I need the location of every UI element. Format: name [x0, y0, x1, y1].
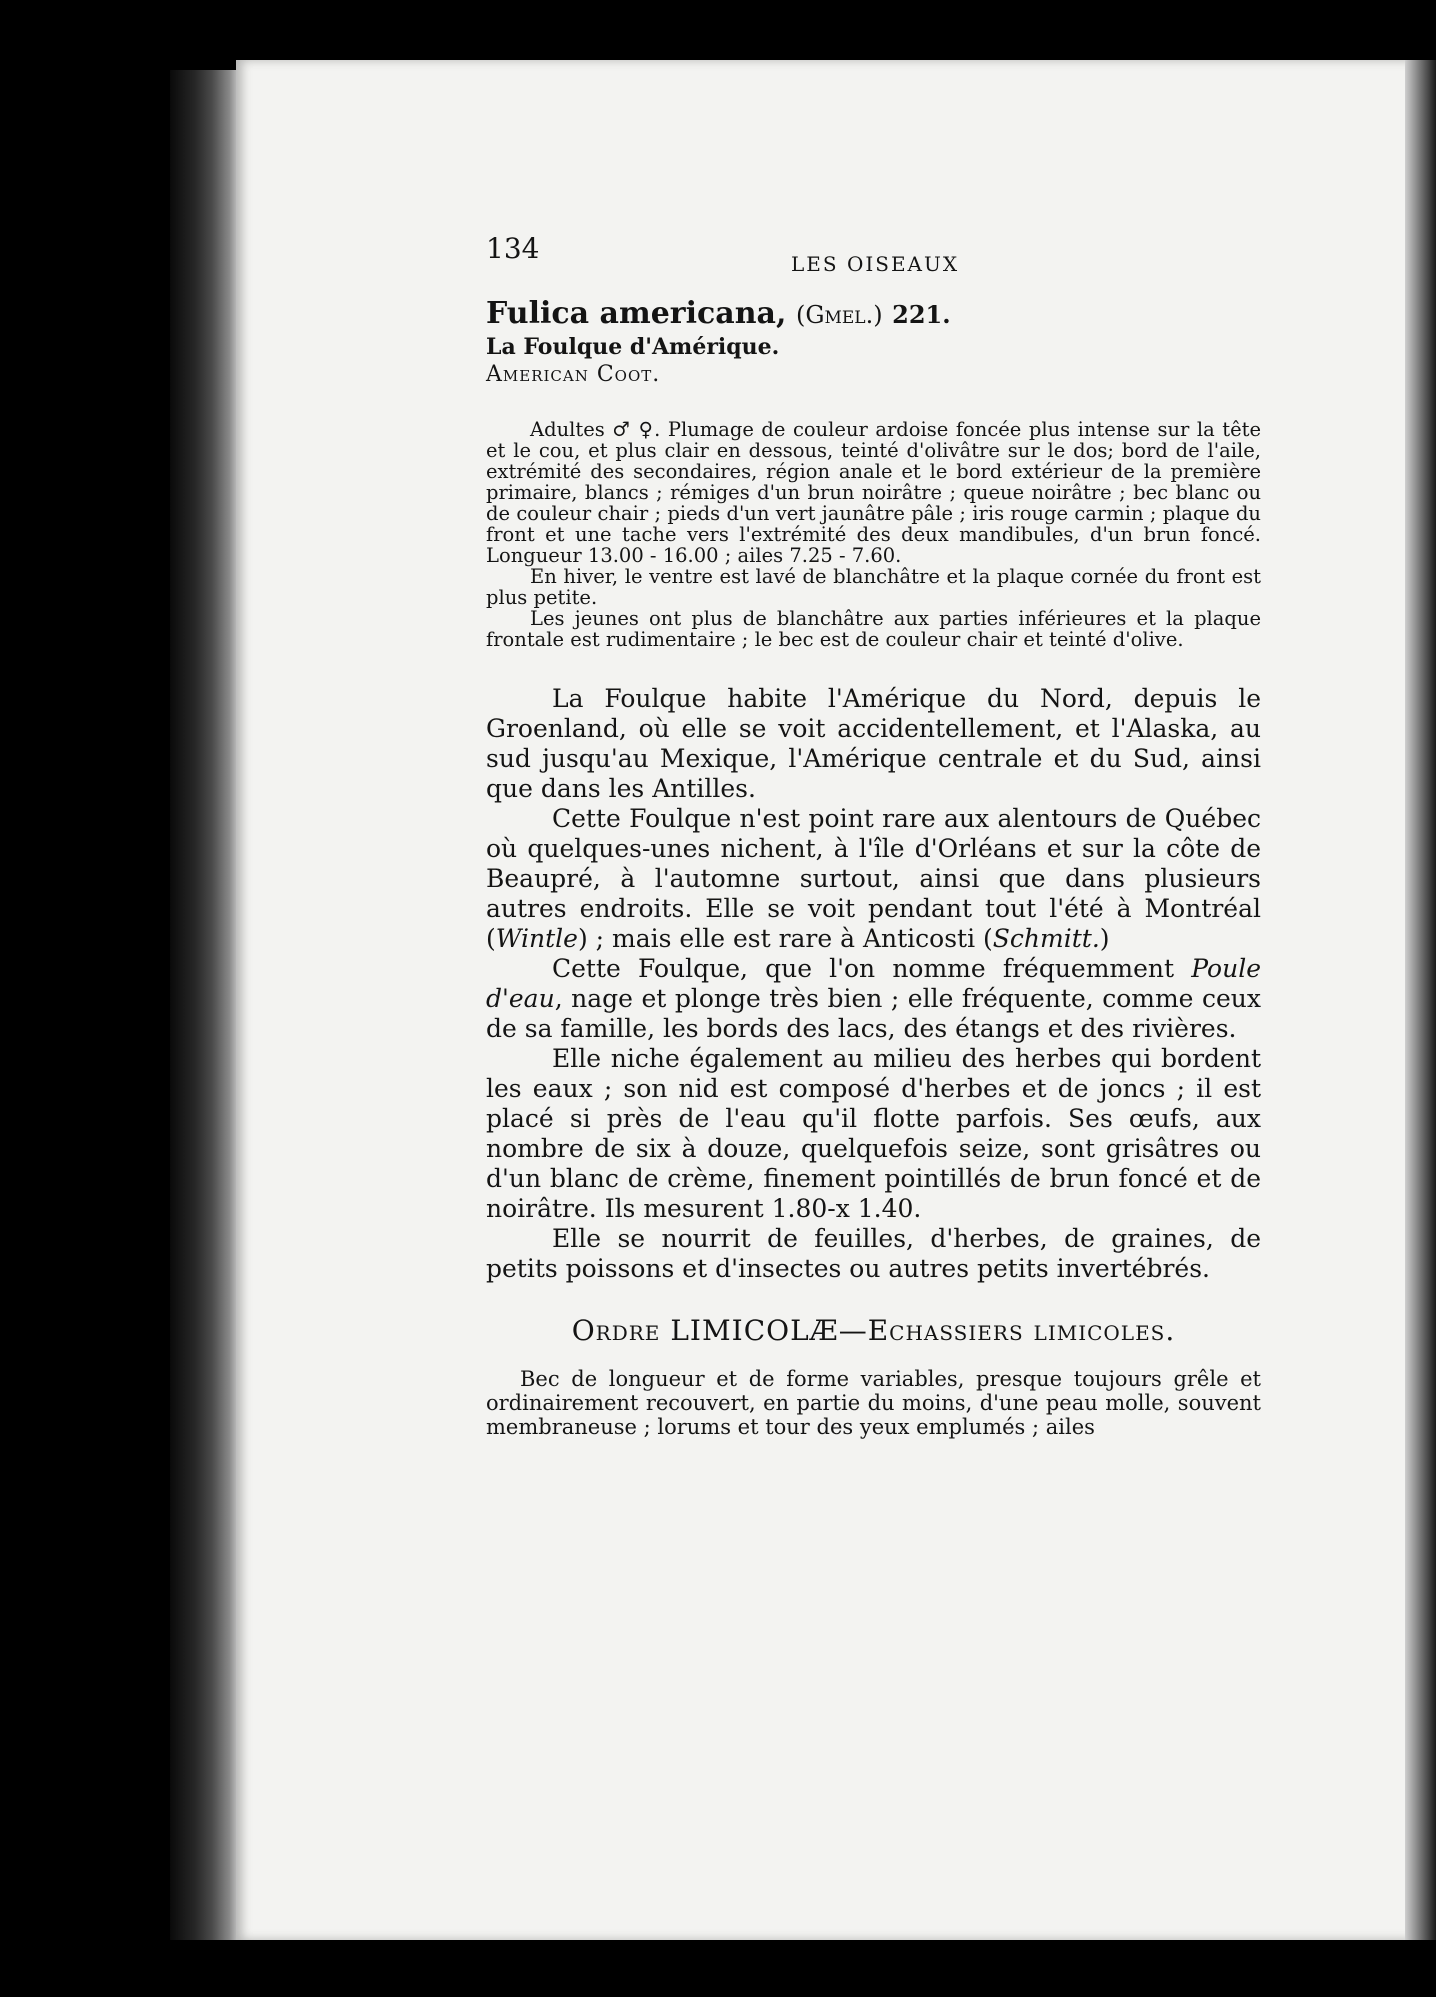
species-heading	[486, 296, 1261, 333]
description-young: Les jeunes ont plus de blanchâtre aux parties inférieures et la plaque frontale est rudimentaire ; le bec est de couleur chair et teinté d'olive.	[486, 607, 1261, 651]
species-french-name: La Foulque d'Amérique.	[486, 334, 780, 360]
description-adults: Adultes ♂ ♀. Plumage de couleur ardoise foncée plus intense sur la tête et le cou, et plus clair en dessous, teinté d'olivâtre sur le dos; bord de l'aile, extrémité des secondaires, région anale et le bord extérieur de la première primaire, blancs ; rémiges d'un brun noirâtre ; queue noirâtre ; bec blanc ou de couleur chair ; pieds d'un vert jaunâtre pâle ; iris rouge carmin ; plaque du front et une tache vers l'extrémité des deux mandibules, d'un brun foncé. Longueur 13.00 - 16.00 ; ailes 7.25 - 7.60.	[486, 418, 1261, 567]
order-label: Ordre	[571, 1314, 661, 1347]
species-number: 221.	[892, 300, 951, 329]
page-right-edge	[1405, 60, 1436, 1940]
order-heading	[486, 1314, 1261, 1347]
page-number: 134	[486, 232, 540, 265]
common-name-poule-deau: Poule d'eau	[486, 954, 1261, 1013]
habits-text-a: Cette Foulque, que l'on nomme fréquemment	[552, 954, 1192, 983]
species-author: (Gmel.)	[795, 301, 883, 329]
distribution-text-c: )	[1099, 924, 1110, 953]
distribution-text-a: Cette Foulque n'est point rare aux alentours de Québec où quelques-unes nichent, à l'île d'Orléans et sur la côte de Beaupré, à l'automne surtout, ainsi que dans plusieurs autres endroits. Elle se voit pendant tout l'été à Montréal (	[486, 804, 1261, 953]
running-head	[486, 232, 1261, 276]
order-name: LIMICOLÆ	[670, 1314, 839, 1347]
order-description-text: Bec de longueur et de forme variables, presque toujours grêle et ordinairement recouvert, en partie du moins, d'une peau molle, souvent membraneuse ; lorums et tour des yeux emplumés ; ailes	[486, 1367, 1261, 1439]
species-english-name: American Coot.	[486, 362, 661, 387]
page-content	[486, 232, 1261, 1439]
paragraph-distribution	[486, 804, 1261, 954]
citation-schmitt: Schmitt.	[992, 924, 1100, 953]
order-french-name: Echassiers limicoles.	[867, 1314, 1176, 1347]
paragraph-range: La Foulque habite l'Amérique du Nord, depuis le Groenland, où elle se voit accidentellement, et l'Alaska, au sud jusqu'au Mexique, l'Amérique centrale et du Sud, ainsi que dans les Antilles.	[486, 684, 1261, 803]
paragraph-nesting: Elle niche également au milieu des herbes qui bordent les eaux ; son nid est composé d'herbes et de joncs ; il est placé si près de l'eau qu'il flotte parfois. Ses œufs, aux nombre de six à douze, quelquefois seize, sont grisâtres ou d'un blanc de crème, finement pointillés de brun foncé et de noirâtre. Ils mesurent 1.80-x 1.40.	[486, 1044, 1261, 1223]
paragraph-habits	[486, 954, 1261, 1044]
habits-text-b: , nage et plonge très bien ; elle fréquente, comme ceux de sa famille, les bords des lacs, des étangs et des rivières.	[486, 984, 1261, 1043]
species-account	[486, 684, 1261, 1284]
distribution-text-b: ) ; mais elle est rare à Anticosti (	[577, 924, 993, 953]
order-dash: —	[838, 1314, 868, 1347]
citation-wintle: Wintle	[495, 924, 578, 953]
book-spine-shadow	[170, 70, 240, 1940]
running-title: LES OISEAUX	[791, 252, 960, 276]
species-description	[486, 419, 1261, 650]
order-description	[486, 1367, 1261, 1439]
description-winter: En hiver, le ventre est lavé de blanchâtre et la plaque cornée du front est plus petite.	[486, 565, 1261, 609]
paragraph-diet: Elle se nourrit de feuilles, d'herbes, de graines, de petits poissons et d'insectes ou autres petits invertébrés.	[486, 1224, 1261, 1283]
species-latin-name: Fulica americana,	[486, 296, 787, 331]
